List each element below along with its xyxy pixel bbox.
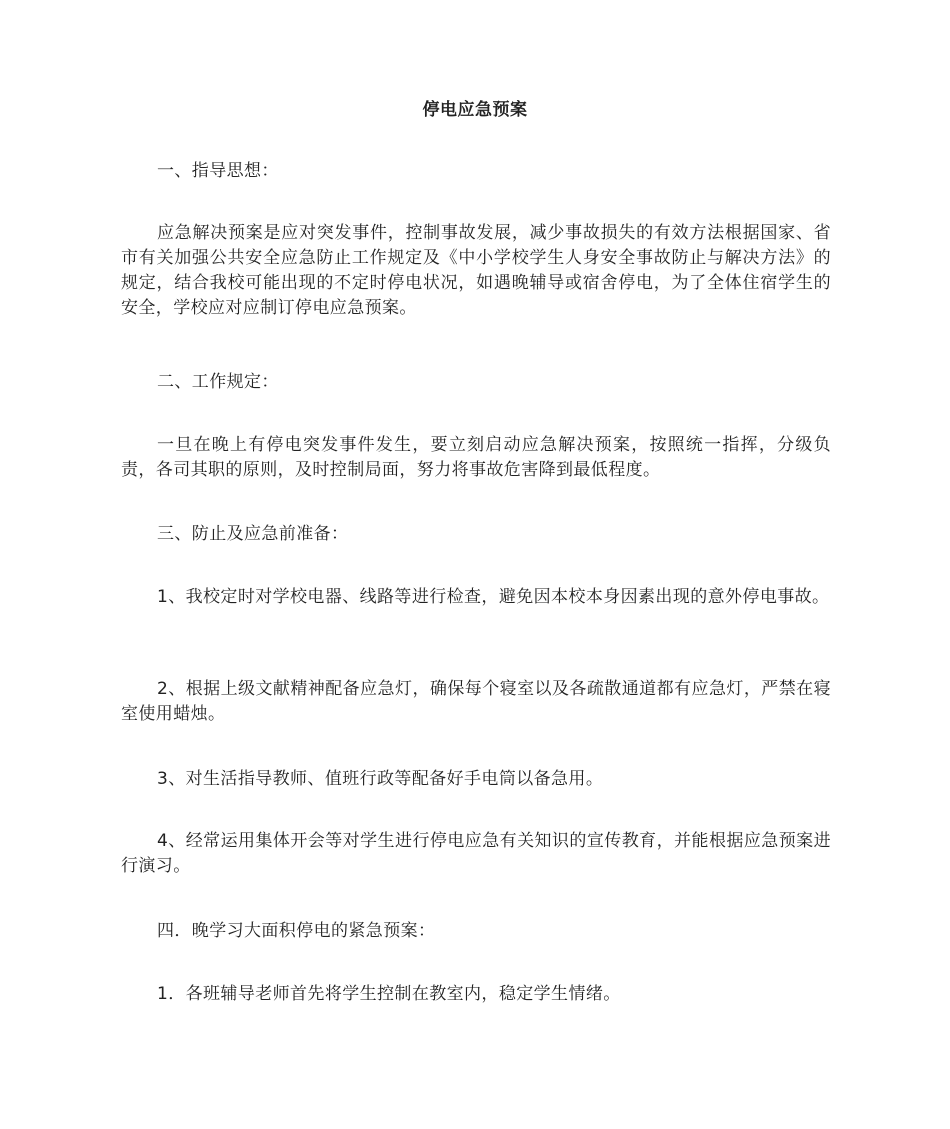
paragraph-prep-item-4: 4、经常运用集体开会等对学生进行停电应急有关知识的宣传教育，并能根据应急预案进行演习。	[121, 831, 831, 876]
paragraph-prep-item-2: 2、根据上级文献精神配备应急灯，确保每个寝室以及各疏散通道都有应急灯，严禁在寝室使用蜡烛。	[121, 679, 831, 724]
paragraph-prep-item-1: 1、我校定时对学校电器、线路等进行检查，避免因本校本身因素出现的意外停电事故。	[157, 587, 830, 607]
section-heading-evening-outage-plan: 四．晚学习大面积停电的紧急预案：	[157, 921, 436, 941]
section-heading-guiding-thought: 一、指导思想：	[157, 161, 279, 181]
paragraph-purpose: 应急解决预案是应对突发事件，控制事故发展，减少事故损失的有效方法根据国家、省市有关加强公共安全应急防止工作规定及《中小学校学生人身安全事故防止与解决方法》的规定，结合我校可能出现的不定时停电状况，如遇晚辅导或宿舍停电，为了全体住宿学生的安全，学校应对应制订停电应急预案。	[121, 223, 831, 318]
paragraph-prep-item-3: 3、对生活指导教师、值班行政等配备好手电筒以备急用。	[157, 769, 604, 789]
document-title: 停电应急预案	[422, 100, 528, 120]
section-heading-preparation: 三、防止及应急前准备：	[157, 524, 349, 544]
paragraph-response-principle: 一旦在晚上有停电突发事件发生，要立刻启动应急解决预案，按照统一指挥，分级负责，各司其职的原则，及时控制局面，努力将事故危害降到最低程度。	[121, 435, 831, 480]
section-heading-work-rules: 二、工作规定：	[157, 372, 279, 392]
paragraph-plan-item-1: 1．各班辅导老师首先将学生控制在教室内，稳定学生情绪。	[157, 984, 621, 1004]
